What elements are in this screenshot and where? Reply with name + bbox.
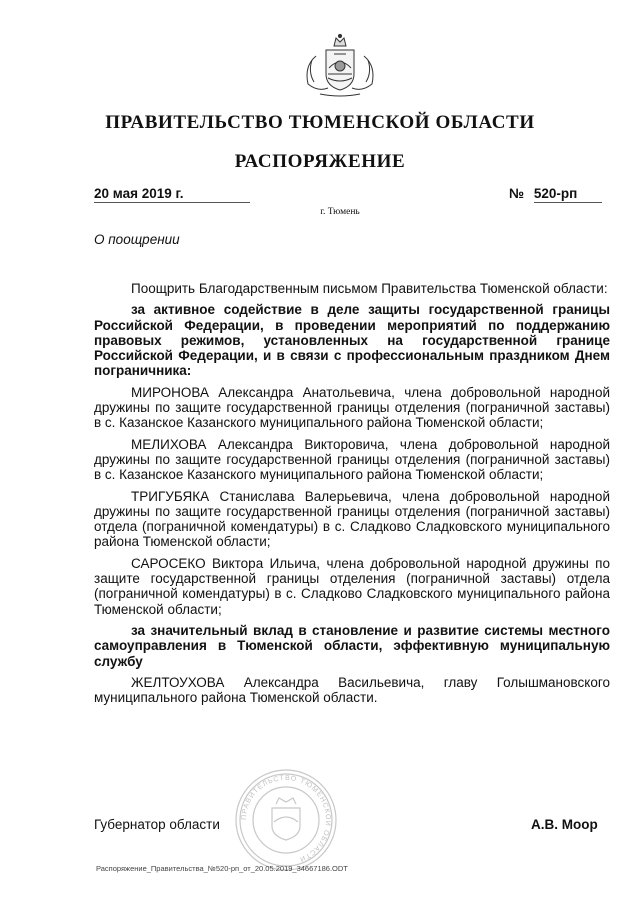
intro-paragraph: Поощрить Благодарственным письмом Правительства Тюменской области: <box>131 281 608 296</box>
coat-of-arms-icon <box>298 32 382 100</box>
awardee-paragraph: МИРОНОВА Александра Анатольевича, члена добровольной народной дружины по защите государственной границы отделения (пограничной заставы) в с. Казанское Казанского муниципального района Тюменской области; <box>94 384 610 431</box>
reason-paragraph: за активное содействие в деле защиты государственной границы Российской Федерации, в проведении мероприятий по поддержанию правовых режимов, установленных на государственной границе Российской Федерации, и в связи с профессиональным праздником Днем пограничника: <box>94 302 610 379</box>
number-sign: № <box>509 186 525 201</box>
awardee-paragraph: МЕЛИХОВА Александра Викторовича, члена добровольной народной дружины по защите государственной границы отделения (пограничной заставы) в с. Казанское Казанского муниципального района Тюменской области; <box>94 436 610 483</box>
document-subject: О поощрении <box>94 232 180 247</box>
awardee-paragraph: ЖЕЛТОУХОВА Александра Васильевича, главу Голышмановского муниципального района Тюменской области. <box>94 674 610 706</box>
reason-paragraph: за значительный вклад в становление и развитие системы местного самоуправления в Тюменской области, эффективную муниципальную службу <box>94 622 610 669</box>
document-body <box>94 281 610 711</box>
document-number: 520-рп <box>534 186 602 203</box>
city: г. Тюмень <box>320 207 360 217</box>
government-title: ПРАВИТЕЛЬСТВО ТЮМЕНСКОЙ ОБЛАСТИ <box>105 112 535 133</box>
signer-title: Губернатор области <box>94 817 220 832</box>
awardee-paragraph: САРОСЕКО Виктора Ильича, члена добровольной народной дружины по защите государственной границы отделения (пограничной заставы) отдела (пограничной комендатуры) в с. Сладково Сладковского муниципального района Тюменской области; <box>94 555 610 617</box>
document-type: РАСПОРЯЖЕНИЕ <box>234 151 406 172</box>
awardee-paragraph: ТРИГУБЯКА Станислава Валерьевича, члена добровольной народной дружины по защите государственной границы отделения (пограничной заставы) отдела (пограничной комендатуры) в с. Сладково Сладковского муниципального района Тюменской области; <box>94 488 610 550</box>
signer-name: А.В. Моор <box>531 817 598 832</box>
document-date: 20 мая 2019 г. <box>94 186 250 203</box>
official-seal-icon <box>232 766 340 874</box>
document-number-block <box>509 186 602 203</box>
seal-text: ПРАВИТЕЛЬСТВО ТЮМЕНСКОЙ ОБЛАСТИ <box>240 774 332 863</box>
file-footer: Распоряжение_Правительства_№520-рп_от_20.05.2019_34667186.ODT <box>96 864 348 873</box>
